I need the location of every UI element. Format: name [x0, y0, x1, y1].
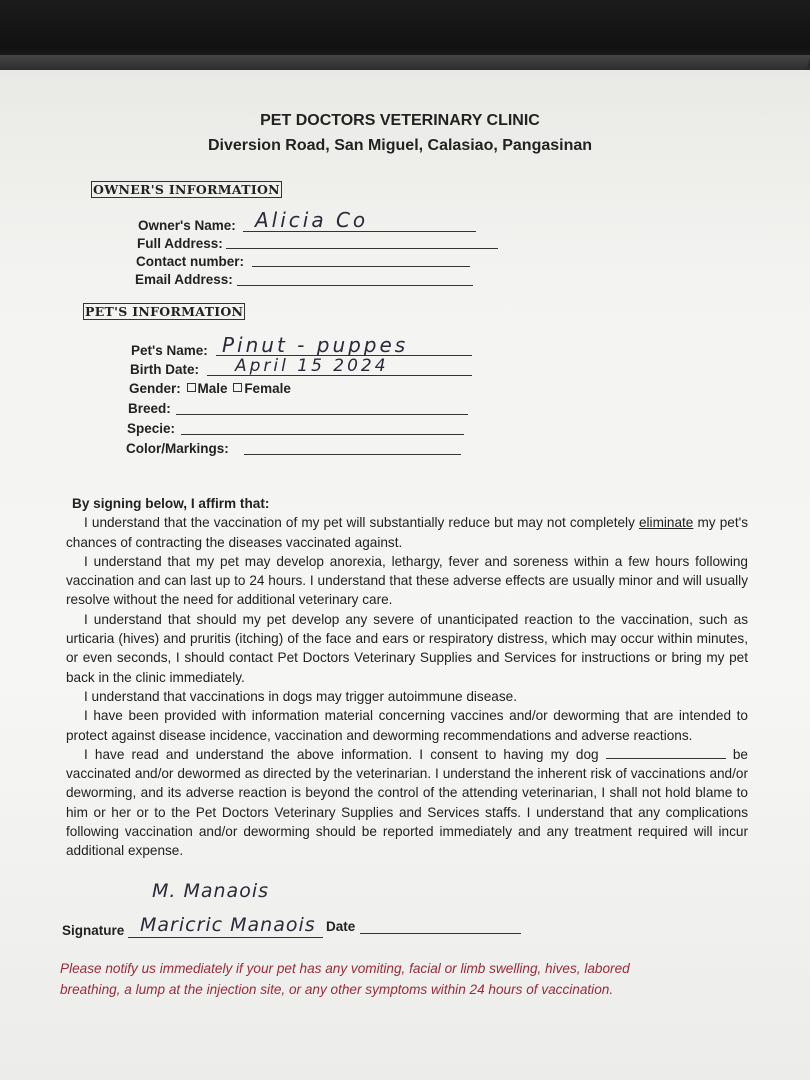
- birth-date-value: April 15 2024: [235, 356, 389, 376]
- contact-number-label: Contact number:: [136, 254, 244, 269]
- full-address-line[interactable]: [226, 248, 498, 249]
- affirm-heading: By signing below, I affirm that:: [72, 496, 270, 511]
- email-address-label: Email Address:: [135, 272, 233, 287]
- notice-line-1: Please notify us immediately if your pet has any vomiting, facial or limb swelling, hives, labored: [60, 961, 630, 976]
- post-vaccination-notice: [60, 958, 760, 1000]
- signature-label: Signature: [62, 923, 125, 938]
- full-address-label: Full Address:: [137, 236, 223, 251]
- birth-date-label: Birth Date:: [130, 362, 200, 377]
- color-markings-label: Color/Markings:: [126, 441, 229, 456]
- pet-name-label: Pet's Name:: [131, 343, 208, 358]
- signature-line[interactable]: [128, 937, 323, 938]
- clinic-address: Diversion Road, San Miguel, Calasiao, Pangasinan: [207, 137, 593, 154]
- notice-line-2: breathing, a lump at the injection site, or any other symptoms within 24 hours of vaccination.: [60, 982, 614, 997]
- affirm-paragraph-3: I understand that should my pet develop any severe of unanticipated reaction to the vaccination, such as urticaria (hives) and pruritis (itching) of the face and ears or respiratory distress, which may occur within minutes, or even seconds, I should contact Pet Doctors Veterinary Supplies and Services for instructions or bring my pet back in the clinic immediately.: [66, 611, 748, 685]
- affirm-paragraph-4: I understand that vaccinations in dogs may trigger autoimmune disease.: [84, 688, 517, 704]
- pet-name-value: Pinut - puppes: [222, 333, 409, 357]
- specie-label: Specie:: [127, 421, 176, 436]
- owner-name-value: Alicia Co: [255, 208, 369, 232]
- signature-value: Maricric Manaois: [140, 914, 316, 936]
- gender-label: Gender:: [129, 381, 181, 396]
- affirm-p1-start: I understand that the vaccination of my pet will substantially reduce but may not completely: [84, 515, 639, 531]
- affirm-p1-underlined: eliminate: [638, 515, 694, 531]
- breed-label: Breed:: [128, 401, 171, 416]
- breed-line[interactable]: [176, 414, 468, 415]
- male-option-label: Male: [197, 381, 228, 396]
- clinic-name: PET DOCTORS VETERINARY CLINIC: [260, 112, 540, 129]
- affirm-p6-end: be vaccinated and/or dewormed as directed by the veterinarian. I understand the inherent risk of vaccinations and/or deworming, and its adverse reaction is beyond the control of the attending veterinarian, I shall not hold blame to him or her or to the Pet Doctors Veterinary Supplies and Services staffs. I understand that any complications following vaccination and/or deworming should be reported immediately and any treatment required will incur additional expense.: [66, 746, 748, 859]
- female-option-label: Female: [244, 381, 291, 396]
- affirm-paragraph-5: I have been provided with information material concerning vaccines and/or deworming that are intended to protect against disease incidence, vaccination and deworming recommendations and adverse reactions.: [66, 708, 748, 743]
- affirm-paragraph-2: I understand that my pet may develop anorexia, lethargy, fever and soreness within a few hours following vaccination and can last up to 24 hours. I understand that these adverse effects are usually minor and will usually resolve without the need for additional veterinary care.: [66, 553, 748, 608]
- date-line[interactable]: [360, 933, 521, 934]
- affirm-p1-end: my pet's chances of contracting the diseases vaccinated against.: [66, 515, 748, 550]
- male-checkbox[interactable]: [187, 383, 196, 392]
- date-label: Date: [326, 919, 356, 934]
- female-checkbox[interactable]: [233, 383, 242, 392]
- owner-name-label: Owner's Name:: [138, 218, 236, 233]
- specie-line[interactable]: [181, 434, 464, 435]
- signature-initials: M. Manaois: [152, 880, 269, 902]
- contact-number-line[interactable]: [252, 266, 470, 267]
- email-address-line[interactable]: [237, 285, 473, 286]
- affirm-p6-start: I have read and understand the above information. I consent to having my dog: [84, 746, 606, 762]
- affirm-paragraph-6: [66, 745, 748, 861]
- affirm-paragraph-1: [66, 513, 748, 552]
- affirmation-text: [66, 494, 748, 861]
- gender-row: [129, 381, 291, 396]
- owner-section-title: OWNER'S INFORMATION: [93, 182, 280, 197]
- pet-section-title: PET'S INFORMATION: [85, 304, 244, 319]
- color-markings-line[interactable]: [244, 454, 461, 455]
- dog-name-blank[interactable]: [606, 748, 726, 759]
